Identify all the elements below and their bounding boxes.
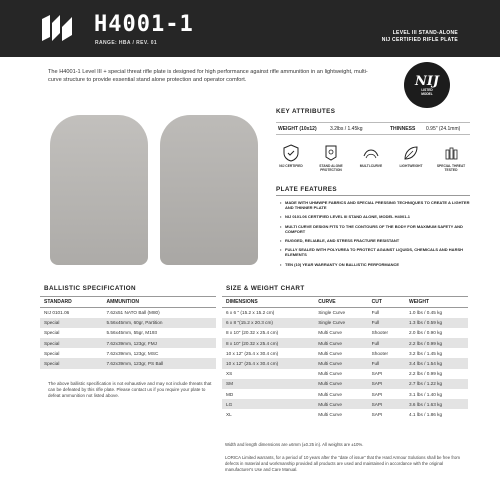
table-row bbox=[40, 318, 216, 328]
ballistic-spec-title: BALLISTIC SPECIFICATION bbox=[44, 285, 136, 292]
table-cell: Special bbox=[44, 350, 60, 356]
table-row bbox=[222, 318, 468, 328]
intro-paragraph: The H4001-1 Level III + special threat rifle plate is designed for high performance against rifle ammunition in an lightweight, multi-curve structure to provide essential stand alone protection and operator comfort. bbox=[48, 69, 368, 83]
column-header: STANDARD bbox=[40, 297, 102, 308]
table-cell: Multi Curve bbox=[314, 399, 367, 409]
table-cell: Shooter bbox=[371, 330, 389, 336]
table-cell: Single Curve bbox=[314, 318, 367, 328]
cert-line-1: LEVEL III STAND-ALONE bbox=[392, 30, 458, 36]
table-cell: 3.6 lbs / 1.63 kg bbox=[405, 399, 468, 409]
table-cell: 7.62x39mm, 123gr, FMJ bbox=[102, 338, 216, 348]
table-cell: Special bbox=[40, 318, 102, 328]
attribute-icons bbox=[276, 140, 470, 180]
brand-logo-icon bbox=[40, 13, 74, 43]
table-cell: 2.2 lbs / 0.99 kg bbox=[405, 338, 468, 348]
table-cell: 8 x 10" (20.32 x 25.4 cm) bbox=[222, 338, 314, 348]
table-cell: NIJ 0101.06 bbox=[44, 310, 70, 316]
table-row bbox=[222, 379, 468, 389]
attribute-stand-alone bbox=[316, 140, 346, 180]
table-cell: 5.56x45mm, 55gr, M193 bbox=[106, 330, 158, 336]
table-cell: SAPI bbox=[368, 399, 405, 409]
table-cell: SAPI bbox=[371, 371, 383, 377]
plate-features-list bbox=[280, 200, 470, 271]
feature-item: • TEN (10) YEAR WARRANTY ON BALLISTIC PERFORMANCE bbox=[280, 262, 470, 267]
table-cell: 1.3 lbs / 0.59 kg bbox=[405, 318, 468, 328]
nij-badge-sub-2: MODEL bbox=[421, 91, 433, 96]
table-cell: Multi Curve bbox=[318, 330, 342, 336]
special-threat-icon bbox=[442, 144, 460, 162]
table-cell: Full bbox=[368, 318, 405, 328]
table-cell: 2.7 lbs / 1.22 kg bbox=[405, 379, 468, 389]
table-row bbox=[222, 328, 468, 338]
divider bbox=[276, 195, 470, 196]
table-cell: 6 x 6 " (15.2 x 15.2 cm) bbox=[226, 310, 275, 316]
table-cell: 4.1 lbs / 1.86 kg bbox=[409, 411, 443, 417]
feature-item: • MULTI CURVE DESIGN FITS TO THE CONTOURS OF THE BODY FOR MAXIMUM SAFETY AND COMFORT bbox=[280, 224, 470, 234]
plate-features-title: PLATE FEATURES bbox=[276, 186, 337, 193]
size-weight-title: SIZE & WEIGHT CHART bbox=[226, 285, 305, 292]
table-cell: Full bbox=[368, 338, 405, 348]
table-cell: SM bbox=[222, 379, 314, 389]
column-header: WEIGHT bbox=[405, 297, 468, 308]
attribute-lightweight bbox=[396, 140, 426, 180]
table-cell: 3.4 lbs / 1.54 kg bbox=[405, 358, 468, 368]
cert-line-2: NIJ CERTIFIED RIFLE PLATE bbox=[381, 37, 458, 43]
table-cell: SAPI bbox=[371, 411, 383, 417]
table-cell: 10 x 12" (25.4 x 30.4 cm) bbox=[226, 350, 279, 356]
nij-listed-badge bbox=[404, 62, 450, 108]
table-row bbox=[40, 308, 216, 318]
table-cell: XS bbox=[226, 371, 233, 377]
table-row bbox=[222, 338, 468, 348]
column-header: DIMENSIONS bbox=[222, 297, 314, 308]
table-cell: 1.0 lbs / 0.45 kg bbox=[409, 310, 443, 316]
table-cell: Full bbox=[368, 358, 405, 368]
table-cell: Special bbox=[40, 338, 102, 348]
attribute-label: SPECIAL THREAT TESTED bbox=[436, 164, 466, 172]
table-cell: Multi Curve bbox=[314, 379, 367, 389]
table-cell: MD bbox=[226, 391, 234, 397]
attribute-multi-curve bbox=[356, 140, 386, 180]
attribute-label: NIJ CERTIFIED bbox=[279, 164, 303, 168]
table-row bbox=[222, 399, 468, 409]
attribute-label: LIGHTWEIGHT bbox=[399, 164, 423, 168]
feature-item: • MADE WITH UHMWPE FABRICS AND SPECIAL PRESSING TECHNIQUES TO CREATE A LIGHTER AND THINNER PLATE bbox=[280, 200, 470, 210]
table-cell: 2.2 lbs / 0.99 kg bbox=[409, 371, 443, 377]
thinness-value: 0.95" (24.1mm) bbox=[426, 126, 461, 132]
table-row bbox=[222, 308, 468, 318]
table-cell: Shooter bbox=[371, 350, 389, 356]
table-cell: 7.62x39mm, 123gr, MSC bbox=[106, 350, 159, 356]
table-cell: XL bbox=[226, 411, 232, 417]
table-cell: 6 x 8 "(15.2 x 20.3 cm) bbox=[222, 318, 314, 328]
product-subtitle: RANGE: HBA / REV. 01 bbox=[95, 40, 158, 46]
table-cell: 7.62x51 NATO Ball (M80) bbox=[106, 310, 160, 316]
table-header-row bbox=[40, 297, 216, 308]
table-cell: SAPI bbox=[368, 379, 405, 389]
lightweight-icon bbox=[402, 144, 420, 162]
table-cell: Full bbox=[371, 310, 380, 316]
plate-back-image bbox=[160, 115, 258, 265]
table-cell: 5.56x45mm, 60gr, Partition bbox=[102, 318, 216, 328]
thinness-label: THINNESS bbox=[390, 126, 416, 132]
table-cell: Multi Curve bbox=[318, 371, 342, 377]
table-row bbox=[222, 409, 468, 419]
feature-item: • RUGGED, RELIABLE, AND STRESS FRACTURE RESISTANT bbox=[280, 238, 470, 243]
ballistic-spec-table bbox=[40, 296, 216, 369]
page-header bbox=[0, 0, 500, 57]
table-cell: 3.2 lbs / 1.45 kg bbox=[409, 350, 443, 356]
weight-value: 3.2lbs / 1.45kg bbox=[330, 126, 363, 132]
multi-curve-icon bbox=[362, 144, 380, 162]
nij-badge-sub-1: LISTED bbox=[421, 87, 433, 92]
warranty-text: LORICA Limited warrants, for a period of 10 years after the "date of issue" that the Hard Armour Solutions shall be free from defects in material and workmanship provided all products are used and maintained in accordance with the original manufacturer's Use and Care Manual. bbox=[225, 455, 460, 472]
attribute-label: STAND ALONE PROTECTION bbox=[319, 164, 343, 172]
table-cell: 8 x 10" (20.32 x 25.4 cm) bbox=[226, 330, 279, 336]
table-cell: 2.0 lbs / 0.90 kg bbox=[409, 330, 443, 336]
feature-item: • FULLY SEALED WITH POLYUREA TO PROTECT AGAINST LIQUIDS, CHEMICALS AND HARSH ELEMENTS bbox=[280, 247, 470, 257]
size-tolerance-note: Width and length dimensions are ±6mm (±0.25 in). All weights are ±10%. bbox=[225, 442, 364, 447]
table-cell: 10 x 12" (25.4 x 30.4 cm) bbox=[222, 358, 314, 368]
table-cell: 3.1 lbs / 1.40 kg bbox=[409, 391, 443, 397]
table-cell: Single Curve bbox=[318, 310, 346, 316]
column-header: AMMUNITION bbox=[102, 297, 216, 308]
column-header: CUT bbox=[368, 297, 405, 308]
key-attributes-row bbox=[276, 122, 470, 135]
column-header: CURVE bbox=[314, 297, 367, 308]
table-cell: Multi Curve bbox=[318, 391, 342, 397]
certification-label bbox=[382, 30, 458, 44]
table-cell: LG bbox=[222, 399, 314, 409]
table-row bbox=[222, 348, 468, 358]
table-cell: Special bbox=[44, 330, 60, 336]
product-title: H4001-1 bbox=[94, 12, 194, 37]
ballistic-disclaimer: The above ballistic specification is not exhaustive and may not include threats that can be defeated by this rifle plate. Please contact us if you require your plate to defeat ammunition not listed above. bbox=[48, 381, 212, 398]
table-row bbox=[40, 328, 216, 338]
table-row bbox=[40, 348, 216, 358]
table-row bbox=[40, 358, 216, 368]
feature-item: • NIJ 0101.06 CERTIFIED LEVEL III STAND ALONE, MODEL H4001-1 bbox=[280, 214, 470, 219]
attribute-nij-certified bbox=[276, 140, 306, 180]
table-cell: Multi Curve bbox=[318, 350, 342, 356]
attribute-label: MULTI-CURVE bbox=[359, 164, 383, 168]
stand-alone-icon bbox=[322, 144, 340, 162]
plate-front-image bbox=[50, 115, 148, 265]
table-cell: Special bbox=[40, 358, 102, 368]
size-weight-table bbox=[222, 296, 468, 420]
key-attributes-title: KEY ATTRIBUTES bbox=[276, 108, 336, 115]
table-cell: Multi Curve bbox=[318, 411, 342, 417]
table-header-row bbox=[222, 297, 468, 308]
table-row bbox=[222, 369, 468, 379]
table-row bbox=[222, 389, 468, 399]
table-cell: Multi Curve bbox=[314, 358, 367, 368]
table-cell: 7.62x39mm, 123gr, PS Ball bbox=[102, 358, 216, 368]
table-cell: SAPI bbox=[371, 391, 383, 397]
table-cell: Multi Curve bbox=[314, 338, 367, 348]
weight-label: WEIGHT (10x12) bbox=[278, 126, 317, 132]
attribute-special-threat bbox=[436, 140, 466, 180]
nij-certified-icon bbox=[282, 144, 300, 162]
nij-badge-text: NIJ bbox=[414, 73, 440, 89]
table-row bbox=[40, 338, 216, 348]
table-row bbox=[222, 358, 468, 368]
